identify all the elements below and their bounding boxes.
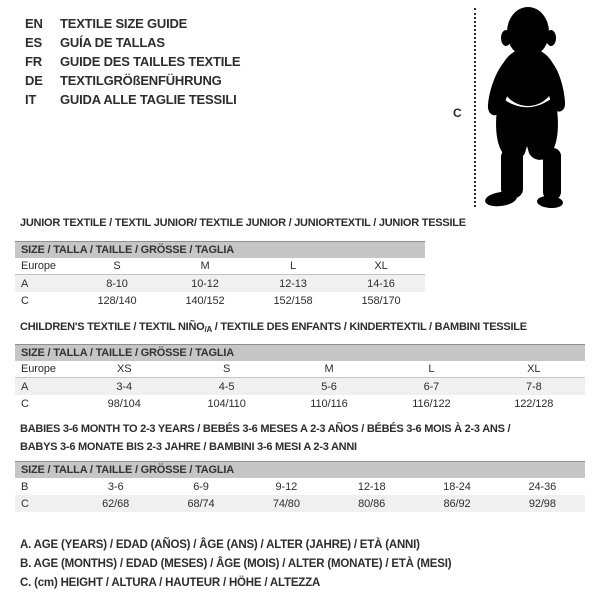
language-row	[25, 90, 240, 109]
table-row	[15, 292, 425, 309]
language-row	[25, 71, 240, 90]
table-row	[15, 395, 585, 412]
height-measure-dotted-line	[474, 8, 476, 207]
table-cell: 18-24	[443, 480, 471, 493]
children-table-rows	[15, 361, 585, 412]
language-title: GUIDA ALLE TAGLIE TESSILI	[60, 92, 237, 107]
size-table-header: SIZE / TALLA / TAILLE / GRÖSSE / TAGLIA	[15, 461, 585, 478]
table-cell: 122/128	[514, 397, 554, 410]
table-cell: 12-18	[357, 480, 386, 493]
table-cell: 7-8	[525, 380, 542, 393]
language-code: EN	[25, 16, 43, 31]
table-cell: 24-36	[528, 480, 557, 493]
table-cell: 14-16	[367, 277, 395, 290]
row-label: A	[21, 277, 29, 290]
table-cell: S	[222, 363, 231, 375]
table-row	[15, 258, 425, 275]
table-cell: 110/116	[310, 397, 348, 410]
section-title-junior: JUNIOR TEXTILE / TEXTIL JUNIOR/ TEXTILE JUNIOR / JUNIORTEXTIL / JUNIOR TESSILE	[20, 217, 466, 229]
row-label: Europe	[21, 363, 56, 375]
table-cell: 62/68	[102, 497, 130, 510]
section-title-babies-line2: BABYS 3-6 MONATE BIS 2-3 JAHRE / BAMBINI 3-6 MESI A 2-3 ANNI	[20, 441, 357, 453]
table-row	[15, 275, 425, 292]
babies-size-table	[15, 461, 585, 512]
size-table-header: SIZE / TALLA / TAILLE / GRÖSSE / TAGLIA	[15, 344, 585, 361]
junior-size-table	[15, 241, 425, 309]
row-label: B	[21, 480, 29, 493]
row-label: C	[21, 294, 29, 307]
table-cell: XS	[116, 363, 132, 375]
table-cell: XL	[374, 260, 388, 272]
height-measure-label: C	[453, 106, 462, 120]
table-cell: 158/170	[361, 294, 401, 307]
table-cell: S	[113, 260, 121, 272]
children-size-table	[15, 344, 585, 412]
footnote-line: C. (cm) HEIGHT / ALTURA / HAUTEUR / HÖHE / ALTEZZA	[20, 576, 321, 589]
table-cell: 128/140	[97, 294, 137, 307]
language-title: GUÍA DE TALLAS	[60, 35, 165, 50]
junior-table-rows	[15, 258, 425, 309]
table-cell: 9-12	[275, 480, 298, 493]
table-cell: M	[200, 260, 210, 272]
section-title-children-start: CHILDREN'S TEXTILE / TEXTIL NIÑO	[20, 321, 205, 333]
baby-silhouette	[480, 3, 570, 208]
table-cell: 98/104	[107, 397, 141, 410]
table-cell: 6-7	[423, 380, 440, 393]
footnote-line: B. AGE (MONTHS) / EDAD (MESES) / ÂGE (MOIS) / ALTER (MONATE) / ETÀ (MESI)	[20, 557, 452, 570]
language-title-list	[25, 14, 240, 109]
table-cell: 12-13	[279, 277, 307, 290]
section-title-babies-line1: BABIES 3-6 MONTH TO 2-3 YEARS / BEBÉS 3-6 MESES A 2-3 AÑOS / BÉBÉS 3-6 MOIS À 2-3 ANS /	[20, 423, 511, 435]
table-row	[15, 361, 585, 378]
row-label: C	[21, 497, 29, 510]
table-cell: L	[289, 260, 297, 272]
table-cell: 3-4	[116, 380, 132, 393]
table-cell: XL	[527, 363, 541, 375]
table-cell: M	[324, 363, 334, 375]
table-cell: 10-12	[191, 277, 219, 290]
section-title-children-subscript: /A	[204, 325, 212, 334]
table-cell: 74/80	[272, 497, 300, 510]
table-row	[15, 378, 585, 395]
table-cell: 3-6	[107, 480, 124, 493]
row-label: Europe	[21, 260, 56, 272]
language-row	[25, 14, 240, 33]
language-row	[25, 33, 240, 52]
table-cell: L	[428, 363, 435, 375]
language-code: FR	[25, 54, 42, 69]
table-cell: 5-6	[321, 380, 337, 393]
babies-table-rows	[15, 478, 585, 512]
footnote-line: A. AGE (YEARS) / EDAD (AÑOS) / ÂGE (ANS) / ALTER (JAHRE) / ETÀ (ANNI)	[20, 538, 420, 551]
section-title-children	[20, 318, 527, 339]
table-cell: 6-9	[193, 480, 209, 493]
section-title-babies	[20, 420, 510, 456]
section-title-children-end: / TEXTILE DES ENFANTS / KINDERTEXTIL / BAMBINI TESSILE	[211, 321, 527, 333]
table-cell: 80/86	[358, 497, 386, 510]
table-cell: 152/158	[273, 294, 313, 307]
row-label: A	[21, 380, 29, 393]
size-table-header: SIZE / TALLA / TAILLE / GRÖSSE / TAGLIA	[15, 241, 425, 258]
table-row	[15, 478, 585, 495]
table-cell: 86/92	[443, 497, 471, 510]
language-row	[25, 52, 240, 71]
table-cell: 92/98	[528, 497, 556, 510]
language-code: DE	[25, 73, 43, 88]
table-cell: 68/74	[187, 497, 215, 510]
language-title: GUIDE DES TAILLES TEXTILE	[60, 54, 241, 69]
language-title: TEXTILE SIZE GUIDE	[60, 16, 188, 31]
table-cell: 140/152	[185, 294, 225, 307]
language-title: TEXTILGRÖßENFÜHRUNG	[60, 73, 222, 88]
table-cell: 8-10	[106, 277, 128, 290]
row-label: C	[21, 397, 29, 410]
measure-legend	[20, 535, 451, 592]
language-code: IT	[25, 92, 37, 107]
table-row	[15, 495, 585, 512]
table-cell: 116/122	[412, 397, 451, 410]
table-cell: 104/110	[207, 397, 246, 410]
language-code: ES	[25, 35, 42, 50]
table-cell: 4-5	[218, 380, 235, 393]
